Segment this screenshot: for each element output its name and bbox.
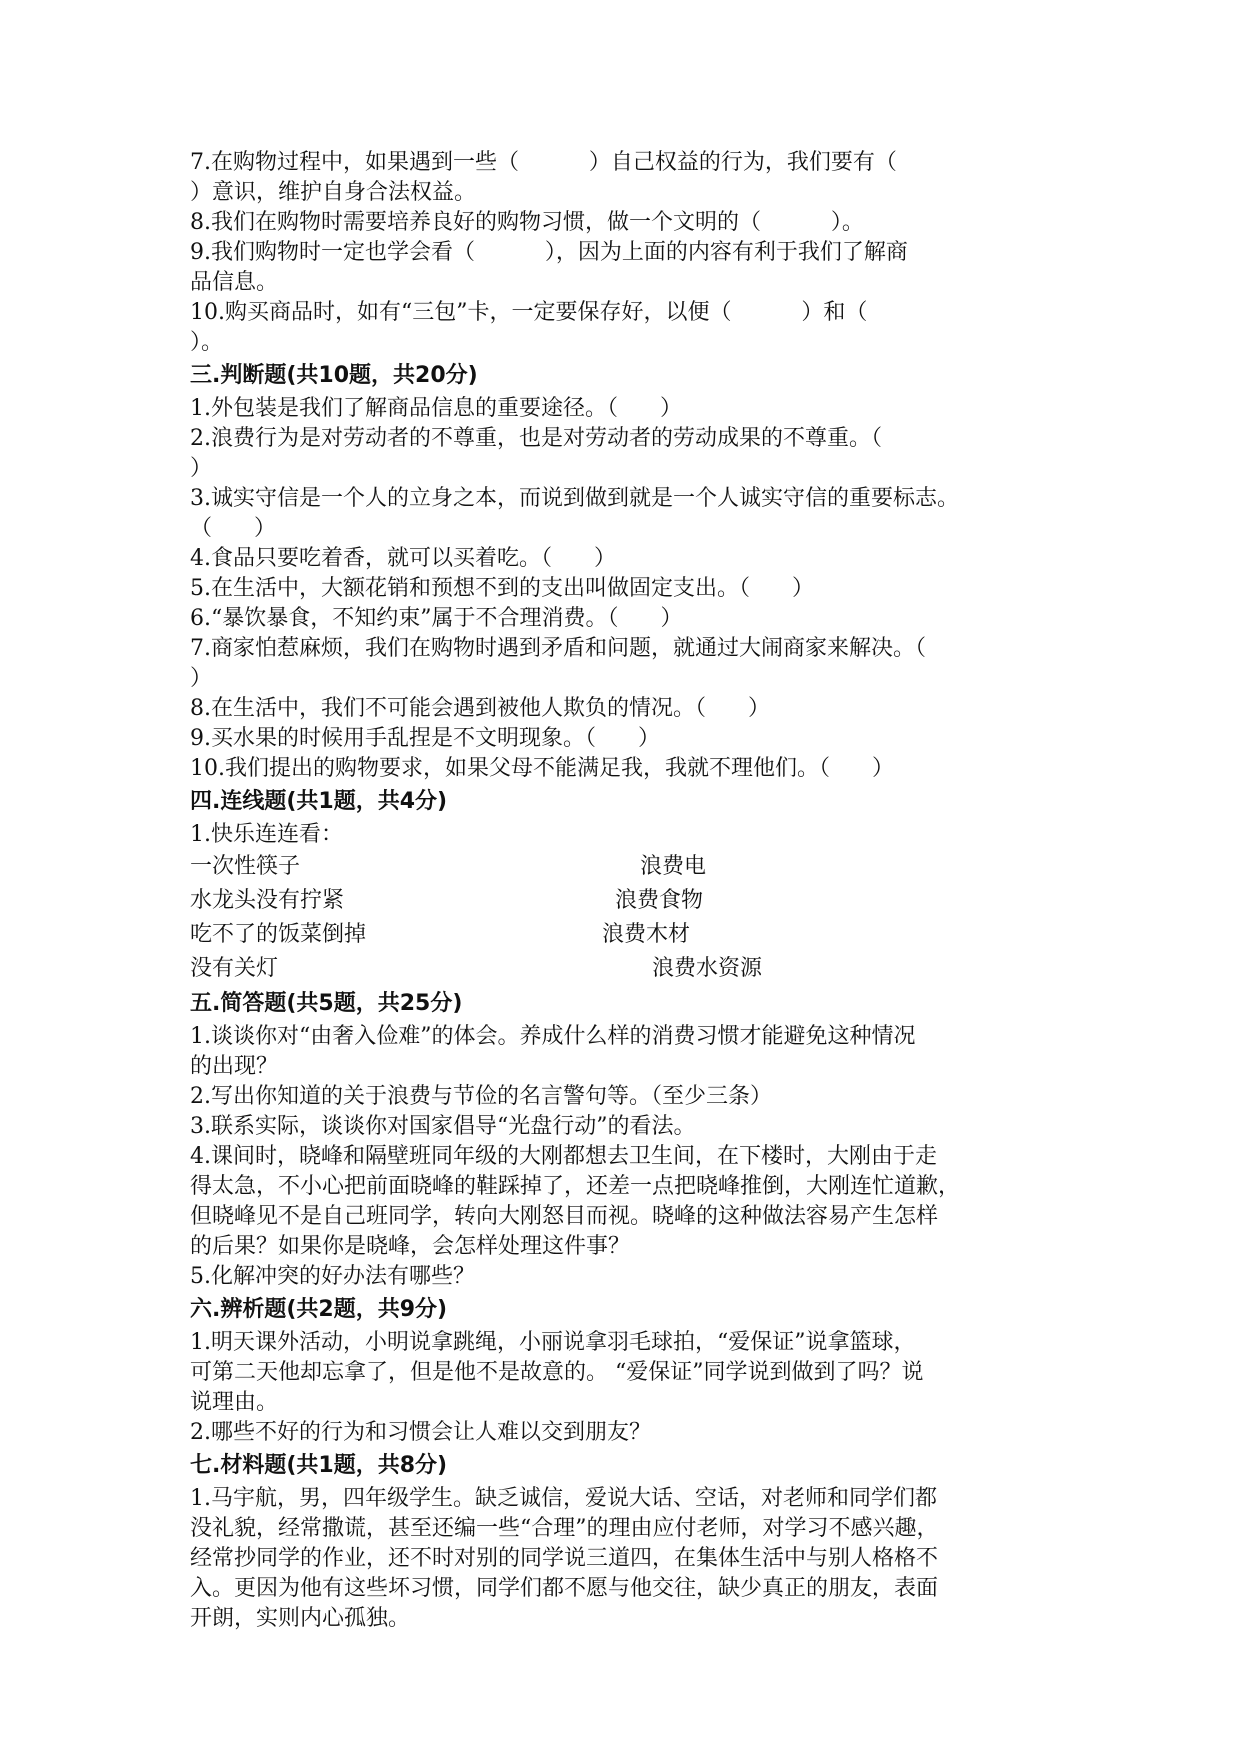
question-line: 5.化解冲突的好办法有哪些？: [190, 1264, 475, 1289]
matching-left-item: 一次性筷子: [190, 854, 301, 879]
matching-row: [190, 918, 1052, 952]
question-line: 2.浪费行为是对劳动者的不尊重，也是对劳动者的劳动成果的不尊重。（: [190, 426, 882, 451]
matching-left-item: 水龙头没有拧紧: [190, 888, 345, 913]
matching-right-item: 浪费水资源: [652, 956, 763, 981]
question-line: 8.我们在购物时需要培养良好的购物习惯，做一个文明的（ ）。: [190, 210, 864, 235]
section-heading: 四.连线题(共1题，共4分): [190, 789, 448, 814]
question-line: 7.在购物过程中，如果遇到一些（ ）自己权益的行为，我们要有（: [190, 150, 897, 175]
question-line: 的出现？: [190, 1054, 279, 1079]
analysis-section: [190, 1295, 1052, 1448]
question-line: 10.我们提出的购物要求，如果父母不能满足我，我就不理他们。（ ）: [190, 756, 894, 781]
matching-row: [190, 850, 1052, 884]
question-line: 经常抄同学的作业，还不时对别的同学说三道四，在集体生活中与别人格格不: [190, 1546, 939, 1571]
question-line: 开朗，实则内心孤独。: [190, 1606, 411, 1631]
question-line: 8.在生活中，我们不可能会遇到被他人欺负的情况。（ ）: [190, 696, 770, 721]
question-line: 3.诚实守信是一个人的立身之本，而说到做到就是一个人诚实守信的重要标志。: [190, 486, 959, 511]
question-line: 5.在生活中，大额花销和预想不到的支出叫做固定支出。（ ）: [190, 576, 814, 601]
question-line: 入。更因为他有这些坏习惯，同学们都不愿与他交往，缺少真正的朋友，表面: [190, 1576, 939, 1601]
question-line: 4.食品只要吃着香，就可以买着吃。（ ）: [190, 546, 616, 571]
section-heading: 五.简答题(共5题，共25分): [190, 991, 463, 1016]
section-heading: 六.辨析题(共2题，共9分): [190, 1297, 448, 1322]
question-line: 9.买水果的时候用手乱捏是不文明现象。（ ）: [190, 726, 660, 751]
question-line: 10.购买商品时，如有“三包”卡，一定要保存好，以便（ ）和（: [190, 300, 868, 325]
matching-right-item: 浪费木材: [602, 922, 691, 947]
question-line: 但晓峰见不是自己班同学，转向大刚怒目而视。晓峰的这种做法容易产生怎样: [190, 1204, 939, 1229]
matching-section: [190, 787, 1052, 986]
question-line: 2.哪些不好的行为和习惯会让人难以交到朋友？: [190, 1420, 651, 1445]
question-line: 可第二天他却忘拿了，但是他不是故意的。 “爱保证”同学说到做到了吗？说: [190, 1360, 924, 1385]
question-line: 的后果？如果你是晓峰，会怎样处理这件事？: [190, 1234, 631, 1259]
question-line: 7.商家怕惹麻烦，我们在购物时遇到矛盾和问题，就通过大闹商家来解决。（: [190, 636, 926, 661]
question-line: 没礼貌，经常撒谎，甚至还编一些“合理”的理由应付老师，对学习不感兴趣，: [190, 1516, 939, 1541]
fill-blank-section-tail: [190, 148, 1052, 358]
question-line: ）意识，维护自身合法权益。: [190, 180, 477, 205]
question-line: 1.快乐连连看：: [190, 822, 343, 847]
matching-row: [190, 952, 1052, 986]
question-line: 得太急，不小心把前面晓峰的鞋踩掉了，还差一点把晓峰推倒，大刚连忙道歉，: [190, 1174, 961, 1199]
section-heading: 三.判断题(共10题，共20分): [190, 363, 478, 388]
question-line: 9.我们购物时一定也学会看（ ），因为上面的内容有利于我们了解商: [190, 240, 908, 265]
section-heading: 七.材料题(共1题，共8分): [190, 1453, 448, 1478]
matching-row: [190, 884, 1052, 918]
question-line: 1.外包装是我们了解商品信息的重要途径。（ ）: [190, 396, 682, 421]
exam-content: [190, 148, 1052, 1634]
question-line: 3.联系实际，谈谈你对国家倡导“光盘行动”的看法。: [190, 1114, 696, 1139]
question-line: ）: [190, 456, 213, 481]
question-line: ）。: [190, 330, 224, 355]
question-line: 品信息。: [190, 270, 279, 295]
short-answer-section: [190, 989, 1052, 1292]
question-line: （ ）: [190, 516, 276, 541]
question-line: 说理由。: [190, 1390, 279, 1415]
question-line: 1.谈谈你对“由奢入俭难”的体会。养成什么样的消费习惯才能避免这种情况: [190, 1024, 916, 1049]
matching-right-item: 浪费食物: [615, 888, 704, 913]
matching-right-item: 浪费电: [640, 854, 707, 879]
true-false-section: [190, 361, 1052, 784]
question-line: 2.写出你知道的关于浪费与节俭的名言警句等。（至少三条）: [190, 1084, 772, 1109]
question-line: 6.“暴饮暴食，不知约束”属于不合理消费。（ ）: [190, 606, 683, 631]
matching-left-item: 没有关灯: [190, 956, 279, 981]
question-line: 1.明天课外活动，小明说拿跳绳，小丽说拿羽毛球拍，“爱保证”说拿篮球，: [190, 1330, 916, 1355]
question-line: 4.课间时，晓峰和隔壁班同年级的大刚都想去卫生间，在下楼时，大刚由于走: [190, 1144, 937, 1169]
question-line: ）: [190, 666, 213, 691]
matching-left-item: 吃不了的饭菜倒掉: [190, 922, 367, 947]
question-line: 1.马宇航，男，四年级学生。缺乏诚信，爱说大话、空话，对老师和同学们都: [190, 1486, 937, 1511]
material-section: [190, 1451, 1052, 1634]
